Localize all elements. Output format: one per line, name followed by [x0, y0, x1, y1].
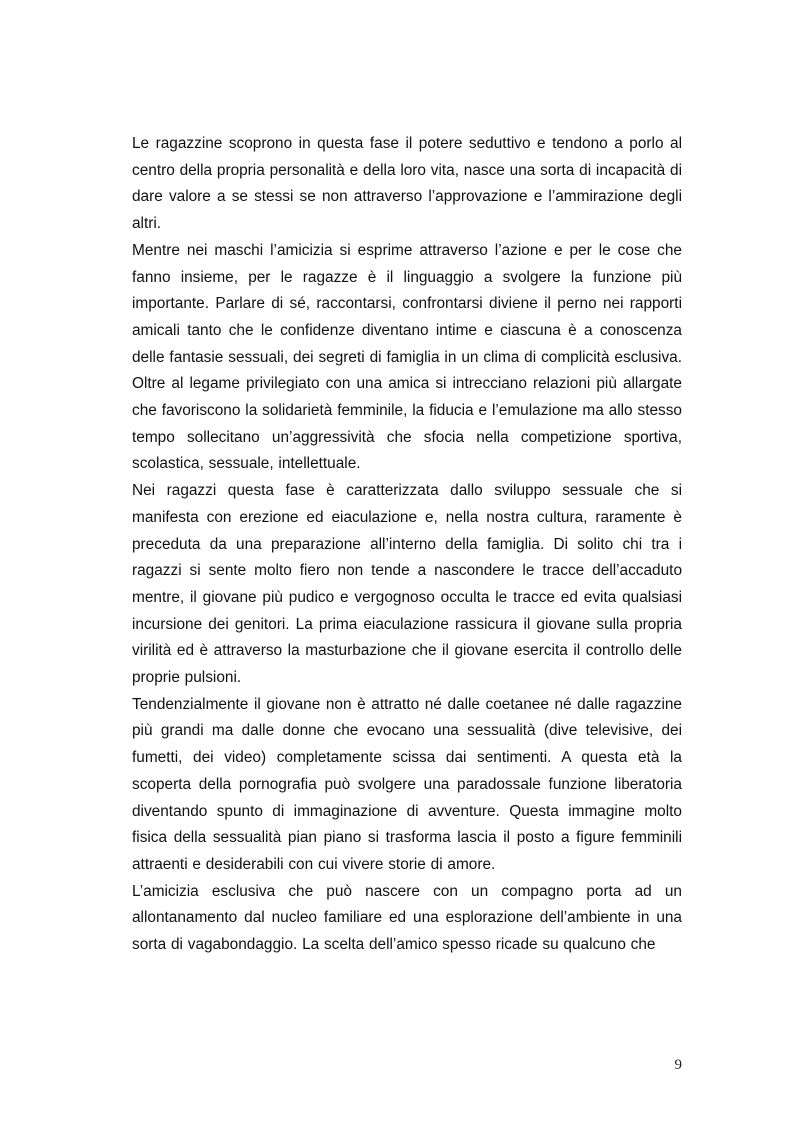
- paragraph-4: Tendenzialmente il giovane non è attratto né dalle coetanee né dalle ragazzine più grandi ma dalle donne che evocano una sessualità (dive televisive, dei fumetti, dei video) completamente scissa dai sentimenti. A questa età la scoperta della pornografia può svolgere una paradossale funzione liberatoria diventando spunto di immaginazione di avventure. Questa immagine molto fisica della sessualità pian piano si trasforma lascia il posto a figure femminili attraenti e desiderabili con cui vivere storie di amore.: [132, 695, 682, 873]
- paragraph-3: Nei ragazzi questa fase è caratterizzata dallo sviluppo sessuale che si manifesta con erezione ed eiaculazione e, nella nostra cultura, raramente è preceduta da una preparazione all’interno della famiglia. Di solito chi tra i ragazzi si sente molto fiero non tende a nascondere le tracce dell’accaduto mentre, il giovane più pudico e vergognoso occulta le tracce ed evita qualsiasi incursione dei genitori. La prima eiaculazione rassicura il giovane sulla propria virilità ed è attraverso la masturbazione che il giovane esercita il controllo delle proprie pulsioni.: [132, 482, 682, 687]
- paragraph-2: Mentre nei maschi l’amicizia si esprime attraverso l’azione e per le cose che fanno insieme, per le ragazze è il linguaggio a svolgere la funzione più importante. Parlare di sé, raccontarsi, confrontarsi diviene il perno nei rapporti amicali tanto che le confidenze diventano intime e ciascuna è a conoscenza delle fantasie sessuali, dei segreti di famiglia in un clima di complicità esclusiva. Oltre al legame privilegiato con una amica si intrecciano relazioni più allargate che favoriscono la solidarietà femminile, la fiducia e l’emulazione ma allo stesso tempo sollecitano un’aggressività che sfocia nella competizione sportiva, scolastica, sessuale, intellettuale.: [132, 241, 682, 473]
- paragraph-5: L’amicizia esclusiva che può nascere con un compagno porta ad un allontanamento dal nucleo familiare ed una esplorazione dell’ambiente in una sorta di vagabondaggio. La scelta dell’amico spesso ricade su qualcuno che: [132, 882, 682, 954]
- body-text: [132, 131, 682, 959]
- paragraph-1: Le ragazzine scoprono in questa fase il potere seduttivo e tendono a porlo al centro della propria personalità e della loro vita, nasce una sorta di incapacità di dare valore a se stessi se non attraverso l’approvazione e l’ammirazione degli altri.: [132, 135, 682, 233]
- page-number: 9: [674, 1057, 682, 1073]
